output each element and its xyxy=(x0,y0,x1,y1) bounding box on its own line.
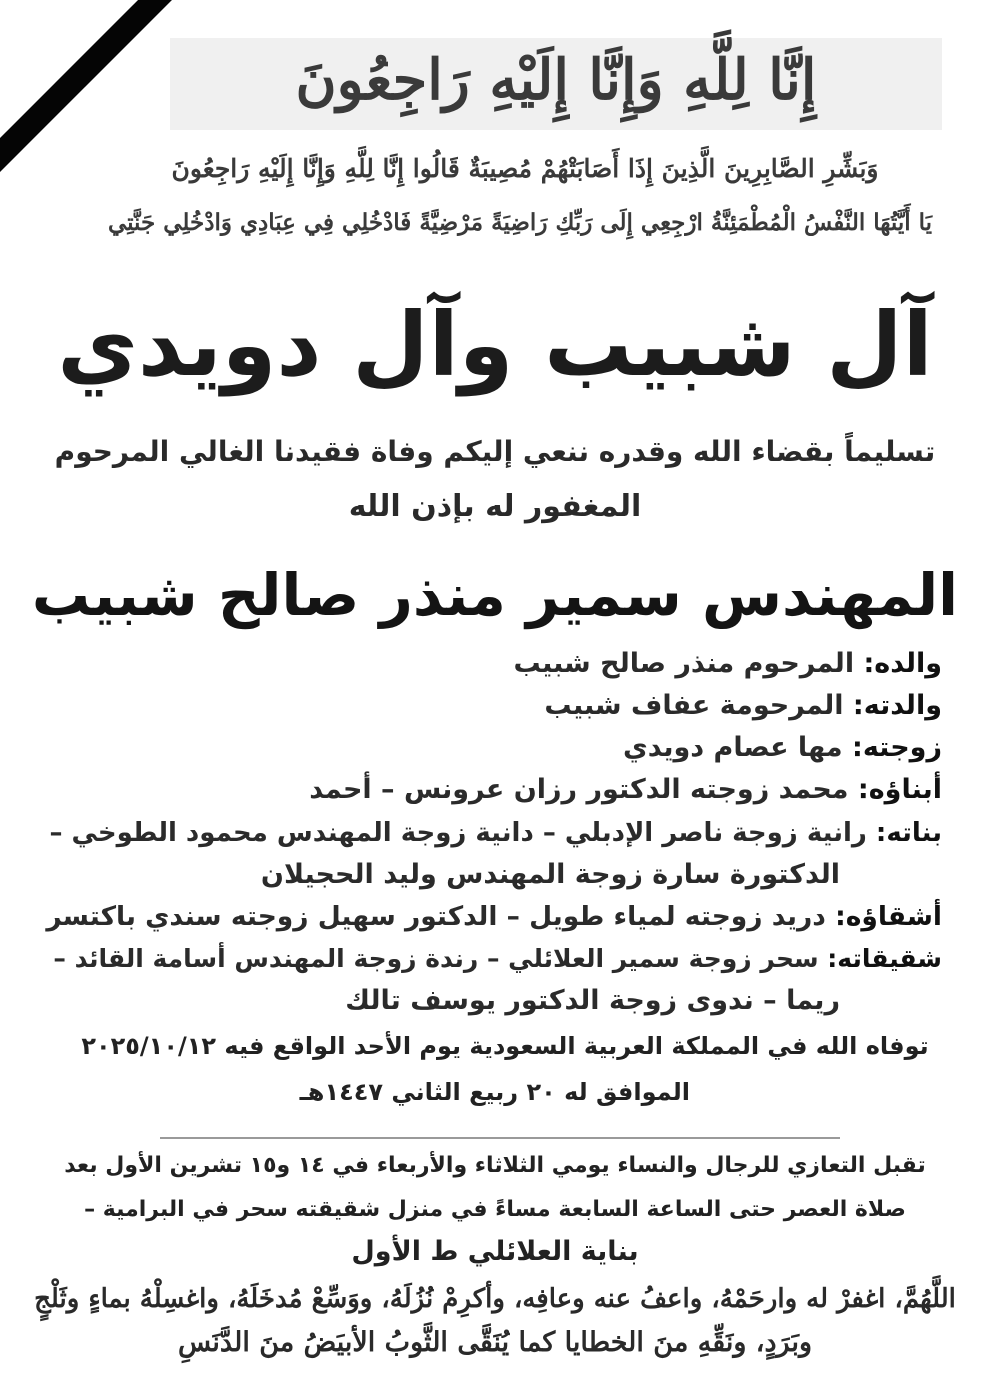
relative-label: أبناؤه: xyxy=(857,774,942,805)
relative-label: زوجته: xyxy=(852,732,942,763)
death-notice-line-1: توفاه الله في المملكة العربية السعودية يوم الأحد الواقع فيه ٢٠٢٥/١٠/١٢ xyxy=(81,1032,929,1060)
condolence-line-3: بناية العلائلي ط الأول xyxy=(351,1236,639,1267)
relative-label: أشقاؤه: xyxy=(835,901,942,932)
section-divider xyxy=(160,1137,840,1139)
relative-value: المرحوم منذر صالح شبيب xyxy=(513,648,855,679)
relative-value: دريد زوجته لمياء طويل – الدكتور سهيل زوجته سندي باكتسر xyxy=(46,901,826,932)
relative-wife xyxy=(40,730,942,766)
relative-value: مها عصام دويدي xyxy=(623,732,843,763)
relative-daughters-continued xyxy=(40,857,840,893)
relative-sons xyxy=(40,772,942,808)
relative-father xyxy=(40,646,942,682)
relative-sisters-continued xyxy=(40,983,840,1019)
verse-line-2: يَا أَيَّتُهَا النَّفْسُ الْمُطْمَئِنَّةُ ارْجِعِي إِلَى رَبِّكِ رَاضِيَةً مَرْضِيَّةً فَادْخُلِي فِي عِبَادِي وَادْخُلِي جَنَّتِي xyxy=(107,209,933,236)
relative-label: والدته: xyxy=(852,690,942,721)
condolence-line-1: تقبل التعازي للرجال والنساء يومي الثلاثاء والأربعاء في ١٤ و١٥ تشرين الأول بعد xyxy=(64,1153,926,1178)
verse-line-1: وَبَشِّرِ الصَّابِرِينَ الَّذِينَ إِذَا أَصَابَتْهُمْ مُصِيبَةٌ قَالُوا إِنَّا لِلَّهِ وَإِنَّا إِلَيْهِ رَاجِعُونَ xyxy=(171,154,879,183)
intro-line-2: المغفور له بإذن الله xyxy=(348,489,642,524)
deceased-name: المهندس سمير منذر صالح شبيب xyxy=(31,561,959,629)
header-ayah: إِنَّا لِلَّهِ وَإِنَّا إِلَيْهِ رَاجِعُونَ xyxy=(295,47,817,113)
relative-label: بناته: xyxy=(875,818,942,848)
family-name: آل شبيب وآل دويدي xyxy=(57,293,933,396)
intro-line-1: تسليماً بقضاء الله وقدره ننعي إليكم وفاة فقيدنا الغالي المرحوم xyxy=(54,435,936,468)
death-notice-line-2: الموافق له ٢٠ ربيع الثاني ١٤٤٧هـ xyxy=(299,1078,690,1106)
prayer-line-2: وبَرَدٍ، ونَقِّهِ منَ الخطايا كما يُنَقَّى الثَّوبُ الأبيَضُ منَ الدَّنَسِ xyxy=(177,1327,812,1358)
relative-value: رانية زوجة ناصر الإدبلي – دانية زوجة المهندس محمود الطوخي – xyxy=(49,818,867,848)
relative-brothers xyxy=(40,899,942,935)
relative-label: والده: xyxy=(863,648,942,679)
relative-value: المرحومة عفاف شبيب xyxy=(544,690,844,721)
prayer-line-1: اللَّهُمَّ، اغفرْ له وارحَمْهُ، واعفُ عنه وعافِه، وأكرِمْ نُزُلَهُ، ووَسِّعْ مُدخَلَهُ، واغسِلْهُ بماءٍ وثَلْجٍ xyxy=(34,1284,956,1314)
relative-value: الدكتورة سارة زوجة المهندس وليد الحجيلان xyxy=(260,859,840,890)
relative-value: محمد زوجته الدكتور رزان عرونس – أحمد xyxy=(309,774,849,805)
relative-mother xyxy=(40,688,942,724)
condolence-line-2: صلاة العصر حتى الساعة السابعة مساءً في منزل شقيقته سحر في البرامية – xyxy=(84,1197,906,1222)
relative-value: ريما – ندوى زوجة الدكتور يوسف تالك xyxy=(345,985,840,1016)
relative-daughters xyxy=(40,815,942,851)
relative-label: شقيقاته: xyxy=(827,944,942,973)
relative-value: سحر زوجة سمير العلائلي – رندة زوجة المهندس أسامة القائد – xyxy=(53,944,819,973)
relative-sisters xyxy=(40,941,942,977)
